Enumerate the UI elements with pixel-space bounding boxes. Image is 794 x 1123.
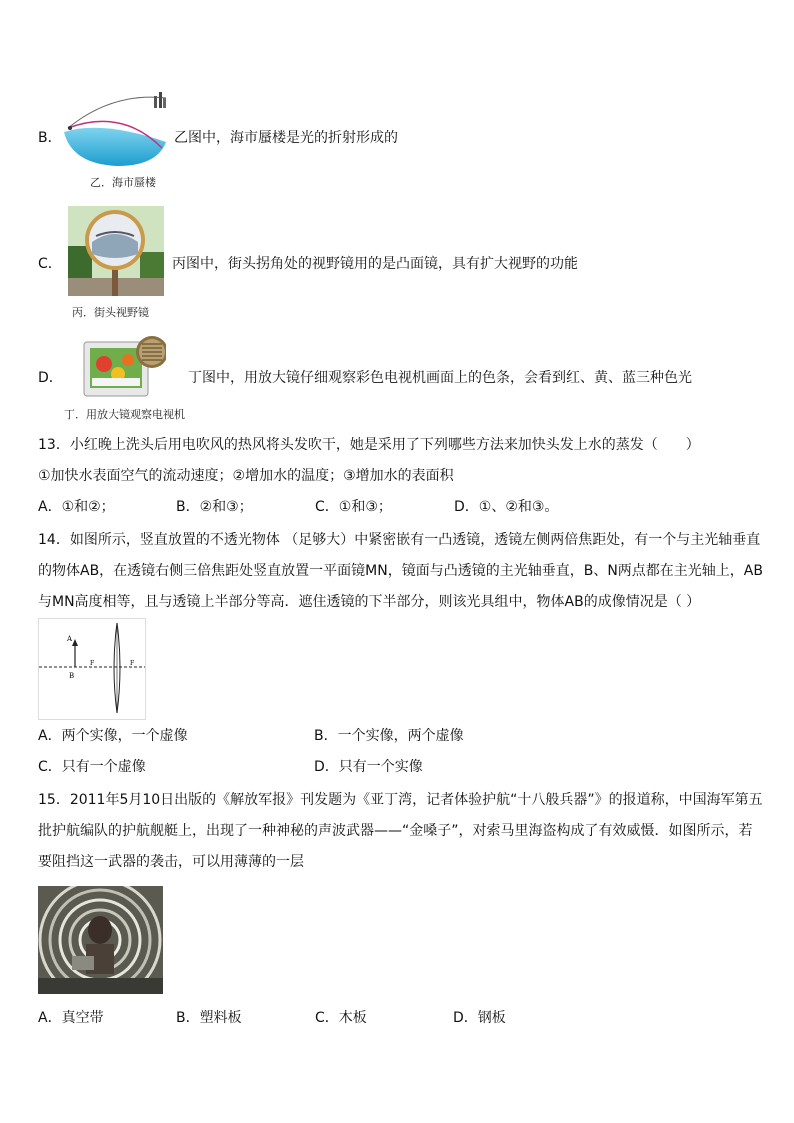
q12-option-d-letter: D．	[38, 370, 63, 386]
q12-option-c-letter: C．	[38, 256, 62, 272]
q12-option-c-text: 丙图中，街头拐角处的视野镜用的是凸面镜，具有扩大视野的功能	[172, 256, 578, 272]
q15-option-b: B．塑料板	[176, 1010, 242, 1026]
q15-stem-line3: 要阻挡这一武器的袭击，可以用薄薄的一层	[38, 854, 304, 870]
q13-stem: 13．小红晚上洗头后用电吹风的热风将头发吹干，她是采用了下列哪些方法来加快头发上水的蒸发（ ）	[38, 437, 700, 453]
q12-option-b-letter: B．	[38, 130, 62, 146]
q14-stem-line1: 14．如图所示，竖直放置的不透光物体 （足够大）中紧密嵌有一凸透镜，透镜左侧两倍焦距处，有一个与主光轴垂直	[38, 532, 761, 548]
q15-stem-line1: 15．2011年5月10日出版的《解放军报》刊发题为《亚丁湾，记者体验护航“十八般兵器”》的报道称，中国海军第五	[38, 792, 763, 808]
q13-option-b: B．②和③；	[176, 499, 253, 515]
q14-option-b: B．一个实像，两个虚像	[314, 728, 464, 744]
tv-magnifier-figure	[82, 334, 166, 400]
convex-mirror-figure	[68, 206, 164, 296]
convex-mirror-caption: 丙．街头视野镜	[72, 306, 149, 319]
q13-statements: ①加快水表面空气的流动速度；②增加水的温度；③增加水的表面积	[38, 468, 454, 484]
q14-option-a: A．两个实像，一个虚像	[38, 728, 188, 744]
q14-option-d: D．只有一个实像	[314, 759, 423, 775]
q12-option-b-text: 乙图中，海市蜃楼是光的折射形成的	[174, 130, 398, 146]
lens-diagram	[38, 618, 146, 720]
q15-stem-line2: 批护航编队的护航舰艇上，出现了一种神秘的声波武器——“金嗓子”，对索马里海盗构成了有效威慑．如图所示，若	[38, 823, 753, 839]
point-b-label: B	[69, 672, 75, 680]
mirage-caption: 乙．海市蜃楼	[90, 176, 156, 189]
tv-magnifier-caption: 丁．用放大镜观察电视机	[64, 408, 185, 421]
focus-right-label: F	[130, 660, 135, 667]
q15-option-d: D．钢板	[453, 1010, 506, 1026]
q14-stem-line3: 与MN高度相等，且与透镜上半部分等高．遮住透镜的下半部分，则该光具组中，物体AB的成像情况是（ ）	[38, 594, 701, 610]
q13-option-d: D．①、②和③。	[454, 499, 559, 515]
sound-weapon-photo	[38, 886, 163, 994]
lens-diagram-svg	[39, 619, 145, 719]
q13-option-c: C．①和③；	[315, 499, 392, 515]
mirage-figure	[62, 88, 172, 166]
q13-option-a: A．①和②；	[38, 499, 115, 515]
q14-option-c: C．只有一个虚像	[38, 759, 146, 775]
focus-left-label: F	[90, 660, 95, 667]
q15-option-a: A．真空带	[38, 1010, 104, 1026]
q15-option-c: C．木板	[315, 1010, 367, 1026]
point-a-label: A	[67, 635, 73, 643]
q14-stem-line2: 的物体AB，在透镜右侧三倍焦距处竖直放置一平面镜MN，镜面与凸透镜的主光轴垂直，B、N两点都在主光轴上，AB	[38, 563, 763, 579]
q12-option-d-text: 丁图中，用放大镜仔细观察彩色电视机画面上的色条，会看到红、黄、蓝三种色光	[188, 370, 692, 386]
